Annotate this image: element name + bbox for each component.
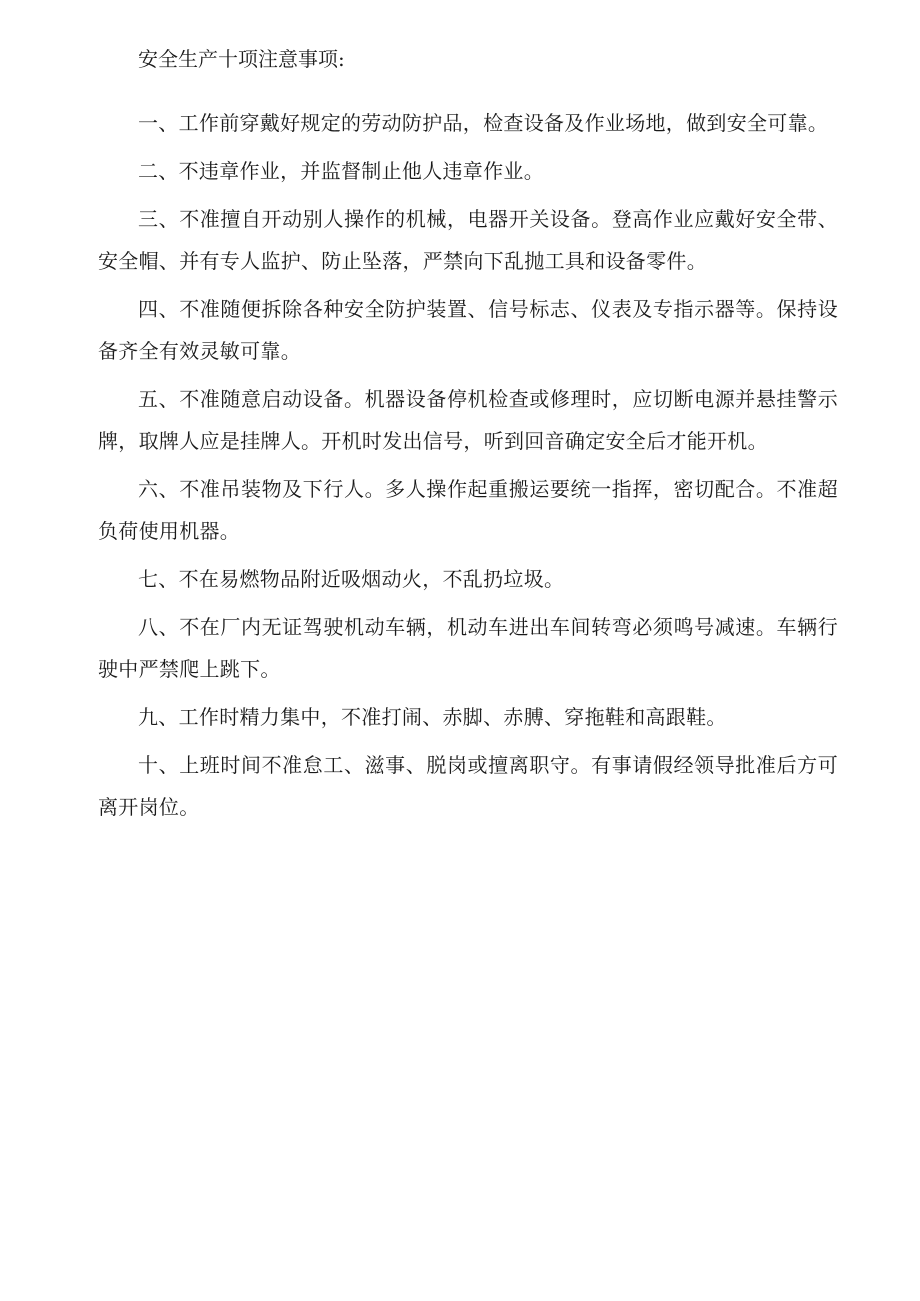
rule-item-8: 八、不在厂内无证驾驶机动车辆，机动车进出车间转弯必须鸣号减速。车辆行驶中严禁爬上跳下。: [98, 615, 838, 681]
rule-item-3: 三、不准擅自开动别人操作的机械，电器开关设备。登高作业应戴好安全带、安全帽、并有专人监护、防止坠落，严禁向下乱抛工具和设备零件。: [98, 207, 838, 273]
rule-item-2: 二、不违章作业，并监督制止他人违章作业。: [138, 159, 544, 183]
document-page: [98, 38, 838, 834]
document-heading: 安全生产十项注意事项:: [138, 47, 345, 71]
rule-item-5: 五、不准随意启动设备。机器设备停机检查或修理时，应切断电源并悬挂警示牌，取牌人应是挂牌人。开机时发出信号，听到回音确定安全后才能开机。: [98, 387, 838, 453]
rule-item-9: 九、工作时精力集中，不准打闹、赤脚、赤膊、穿拖鞋和高跟鞋。: [138, 705, 727, 729]
rule-item-6: 六、不准吊装物及下行人。多人操作起重搬运要统一指挥，密切配合。不准超负荷使用机器。: [98, 477, 838, 543]
rule-item-1: 一、工作前穿戴好规定的劳动防护品，检查设备及作业场地，做到安全可靠。: [138, 111, 829, 135]
rule-item-10: 十、上班时间不准怠工、滋事、脱岗或擅离职守。有事请假经领导批准后方可离开岗位。: [98, 753, 838, 819]
rule-item-7: 七、不在易燃物品附近吸烟动火，不乱扔垃圾。: [138, 567, 565, 591]
rule-item-4: 四、不准随便拆除各种安全防护装置、信号标志、仪表及专指示器等。保持设备齐全有效灵敏可靠。: [98, 297, 838, 363]
